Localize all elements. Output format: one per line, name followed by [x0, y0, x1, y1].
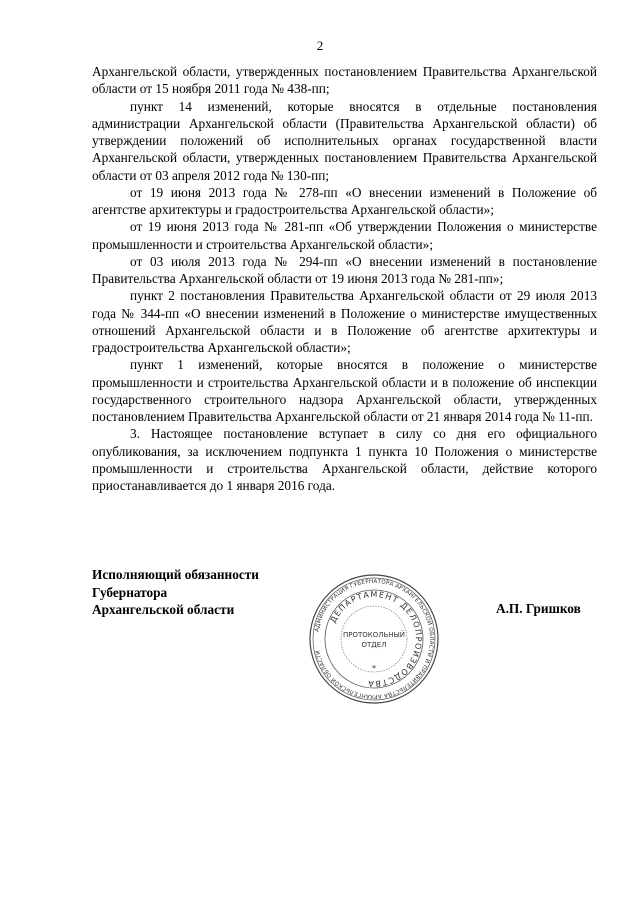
document-body: [92, 63, 597, 494]
stamp-inner-text: ДЕПАРТАМЕНТ ДЕЛОПРОИЗВОДСТВА: [328, 589, 424, 689]
stamp-outer-text: АДМИНИСТРАЦИЯ ГУБЕРНАТОРА АРХАНГЕЛЬСКОЙ ОБЛАСТИ И ПРАВИТЕЛЬСТВА АРХАНГЕЛЬСКОЙ ОБЛАСТИ: [314, 578, 435, 700]
paragraph-3: от 19 июня 2013 года № 278-пп «О внесении изменений в Положение об агентстве архитектуры и градостроительства Архангельской области»;: [92, 184, 597, 217]
signature-title-line-1: Исполняющий обязанности: [92, 567, 259, 582]
stamp-center-line-1: ПРОТОКОЛЬНЫЙ: [342, 631, 406, 639]
paragraph-2: пункт 14 изменений, которые вносятся в отдельные постановления администрации Архангельской области (Правительства Архангельской области) об утверждении положений об исполнительных органах государственной власти Архангельской области, утвержденных постановлением Правительства Архангельской области от 03 апреля 2012 года № 130-пп;: [92, 98, 597, 183]
signature-title-line-2: Губернатора: [92, 584, 168, 600]
paragraph-4: от 19 июня 2013 года № 281-пп «Об утверждении Положения о министерстве промышленности и строительства Архангельской области»;: [92, 219, 597, 252]
signer-name: А.П. Гришков: [496, 601, 581, 616]
paragraph-7: пункт 1 изменений, которые вносятся в положение о министерстве промышленности и строительства Архангельской области и в положение об инспекции государственного строительного надзора Архангельской области, утвержденных постановлением Правительства Архангельской области от 21 января 2014 года № 11-пп.: [92, 357, 597, 424]
paragraph-8: 3. Настоящее постановление вступает в силу со дня его официального опубликования, за исключением подпункта 1 пункта 10 Положения о министерстве промышленности и строительства Архангельской области, действие которого приостанавливается до 1 января 2016 года.: [92, 426, 597, 493]
signature-title-line-3: Архангельской области: [92, 602, 235, 617]
stamp-star-icon: *: [372, 664, 376, 673]
paragraph-6: пункт 2 постановления Правительства Архангельской области от 29 июля 2013 года № 344-пп «О внесении изменений в Положение о министерстве имущественных отношений Архангельской области и в Положение об агентстве архитектуры и градостроительства Архангельской области»;: [92, 288, 597, 355]
paragraph-1: Архангельской области, утвержденных постановлением Правительства Архангельской области от 15 ноября 2011 года № 438-пп;: [92, 64, 597, 97]
stamp-center-line-2: ОТДЕЛ: [361, 641, 387, 649]
official-seal-stamp: [308, 573, 440, 705]
page-number: 2: [316, 38, 324, 53]
paragraph-5: от 03 июля 2013 года № 294-пп «О внесении изменений в постановление Правительства Архангельской области от 19 июня 2013 года № 281-пп»;: [92, 253, 597, 286]
